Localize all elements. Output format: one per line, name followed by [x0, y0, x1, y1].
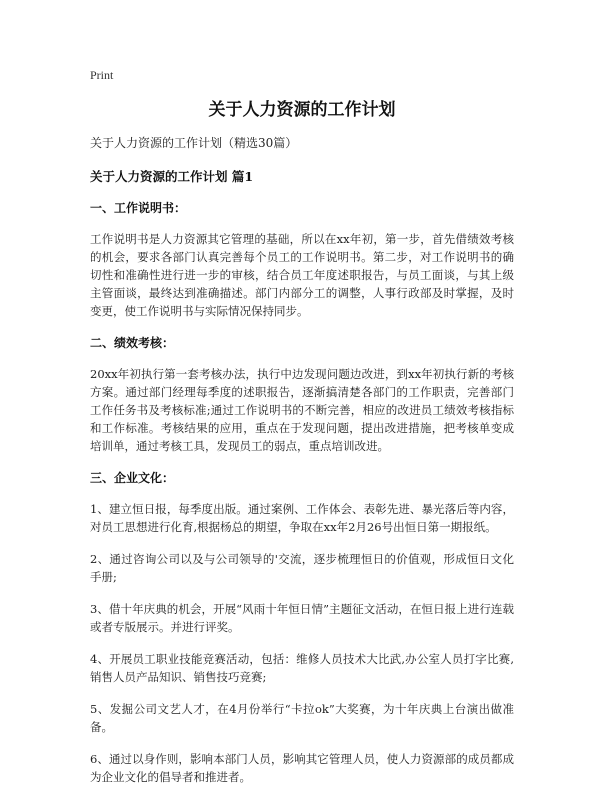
- culture-item-4: 4、开展员工职业技能竞赛活动，包括：维修人员技术大比武,办公室人员打字比赛,销售人员产品知识、销售技巧竞赛;: [90, 652, 514, 684]
- culture-item-2: 2、通过咨询公司以及与公司领导的'交流，逐步梳理恒日的价值观，形成恒日文化手册;: [90, 552, 514, 584]
- heading-job-description: 一、工作说明书：: [90, 201, 187, 215]
- culture-item-1: 1、建立恒日报，每季度出版。通过案例、工作体会、表彰先进、暴光落后等内容，对员工思想进行化育,根据杨总的期望，争取在xx年2月26号出恒日第一期报纸。: [90, 502, 514, 534]
- paragraph-performance: 20xx年初执行第一套考核办法，执行中边发现问题边改进，到xx年初执行新的考核方案。通过部门经理每季度的述职报告，逐渐搞清楚各部门的工作职责，完善部门工作任务书及考核标准;通过工作说明书的不断完善，相应的改进员工绩效考核指标和工作标准。考核结果的应用，重点在于发现问题，提出改进措施，把考核单变成培训单，通过考核工具，发现员工的弱点，重点培训改进。: [90, 367, 514, 453]
- section-title: 关于人力资源的工作计划 篇1: [90, 169, 254, 184]
- document-subtitle: 关于人力资源的工作计划（精选30篇）: [90, 136, 298, 150]
- culture-item-3: 3、借十年庆典的机会，开展“风雨十年恒日情”主题征文活动，在恒日报上进行连载或者专版展示。并进行评奖。: [90, 602, 514, 634]
- culture-item-6: 6、通过以身作则，影响本部门人员，影响其它管理人员，使人力资源部的成员都成为企业文化的倡导者和推进者。: [90, 752, 514, 784]
- paragraph-job-description: 工作说明书是人力资源其它管理的基础，所以在xx年初，第一步，首先借绩效考核的机会，要求各部门认真完善每个员工的工作说明书。第二步，对工作说明书的确切性和准确性进行进一步的审核，结合员工年度述职报告，与员工面谈，与其上级主管面谈，最终达到准确描述。部门内部分工的调整，人事行政部及时掌握，及时变更，使工作说明书与实际情况保持同步。: [90, 232, 514, 318]
- heading-performance: 二、绩效考核：: [90, 336, 175, 350]
- document-title: 关于人力资源的工作计划: [208, 100, 396, 120]
- heading-culture: 三、企业文化：: [90, 471, 175, 485]
- print-label: Print: [90, 68, 114, 82]
- culture-item-5: 5、发掘公司文艺人才，在4月份举行“卡拉ok”大奖赛，为十年庆典上台演出做准备。: [90, 702, 514, 734]
